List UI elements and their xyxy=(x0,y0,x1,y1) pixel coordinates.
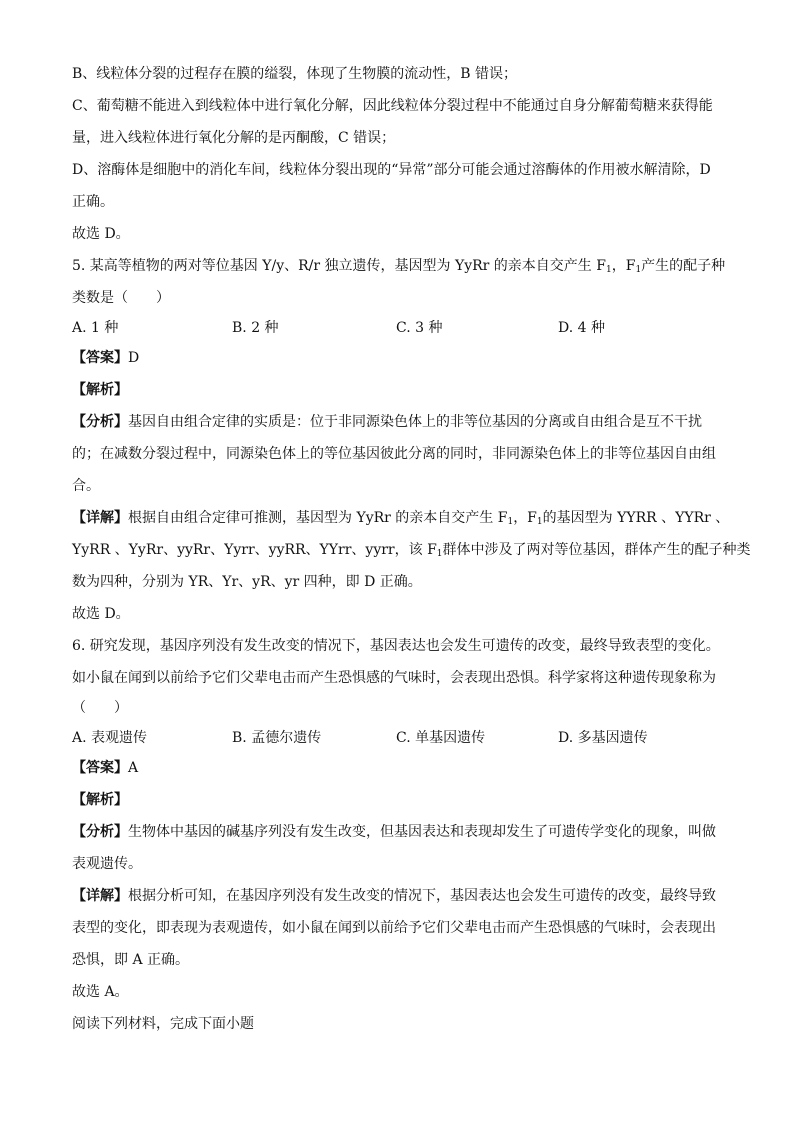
answer-line xyxy=(72,758,138,778)
fenxi-text: 合。 xyxy=(72,478,100,494)
text-line: 正确。 xyxy=(72,194,114,210)
detail-text: 的基因型为 YYRR 、YYRr 、 xyxy=(542,510,730,526)
fenxi-tag: 【分析】 xyxy=(72,414,128,430)
fenxi-tag: 【分析】 xyxy=(72,824,128,840)
detail-text: 群体中涉及了两对等位基因，群体产生的配子种类 xyxy=(442,542,751,558)
detail-line xyxy=(72,540,751,564)
answer-tag: 【答案】 xyxy=(72,350,128,366)
option-a: A. 1 种 xyxy=(72,320,119,336)
option-d: D. 多基因遗传 xyxy=(558,730,648,746)
fenxi-text: 表观遗传。 xyxy=(72,856,142,872)
stem-text: 产生的配子种 xyxy=(641,258,726,274)
conclusion: 故选 A。 xyxy=(72,984,129,1000)
detail-text: 表型的变化，即表现为表观遗传，如小鼠在闻到以前给予它们父辈电击而产生恐惧感的气味时，会表现出 xyxy=(72,920,716,936)
option-c: C. 3 种 xyxy=(396,320,443,336)
question-6-stem-cont: 如小鼠在闻到以前给予它们父辈电击而产生恐惧感的气味时，会表现出恐惧。科学家将这种遗传现象称为 xyxy=(72,670,716,686)
option-b: B. 2 种 xyxy=(232,320,279,336)
text-line: C、葡萄糖不能进入到线粒体中进行氧化分解，因此线粒体分裂过程中不能通过自身分解葡萄糖来获得能 xyxy=(72,98,713,114)
text-line: B、线粒体分裂的过程存在膜的缢裂，体现了生物膜的流动性，B 错误； xyxy=(72,66,518,82)
subscript: 1 xyxy=(436,549,443,559)
option-d: D. 4 种 xyxy=(558,320,605,336)
question-6-stem: 6. 研究发现，基因序列没有发生改变的情况下，基因表达也会发生可遗传的改变，最终导致表型的变化。 xyxy=(72,638,720,654)
option-b: B. 孟德尔遗传 xyxy=(232,730,322,746)
detail-line xyxy=(72,886,716,906)
analysis-tag: 【解析】 xyxy=(72,792,128,808)
detail-text: ，F xyxy=(513,510,537,526)
fenxi-text: 基因自由组合定律的实质是：位于非同源染色体上的非等位基因的分离或自由组合是互不干扰 xyxy=(128,414,702,430)
stem-text: 5. 某高等植物的两对等位基因 Y/y、R/r 独立遗传，基因型为 YyRr 的亲本自交产生 F xyxy=(72,258,606,274)
detail-text: 恐惧，即 A 正确。 xyxy=(72,952,190,968)
question-5-stem xyxy=(72,256,725,280)
detail-tag: 【详解】 xyxy=(72,888,128,904)
text-line: 量，进入线粒体进行氧化分解的是丙酮酸，C 错误； xyxy=(72,130,396,146)
material-intro: 阅读下列材料，完成下面小题 xyxy=(72,1016,254,1032)
subscript: 1 xyxy=(507,517,514,527)
conclusion: 故选 D。 xyxy=(72,606,130,622)
fenxi-text: 生物体中基因的碱基序列没有发生改变，但基因表达和表现却发生了可遗传学变化的现象，叫做 xyxy=(128,824,716,840)
analysis-tag: 【解析】 xyxy=(72,382,128,398)
fenxi-line xyxy=(72,822,716,842)
fenxi-text: 的；在减数分裂过程中，同源染色体上的等位基因彼此分离的同时，非同源染色体上的非等位基因自由组 xyxy=(72,446,716,462)
subscript: 1 xyxy=(605,265,612,275)
answer-tag: 【答案】 xyxy=(72,760,128,776)
detail-tag: 【详解】 xyxy=(72,510,128,526)
answer-value: D xyxy=(128,350,140,366)
detail-line xyxy=(72,508,729,532)
question-5-stem-cont: 类数是（ ） xyxy=(72,290,170,306)
option-c: C. 单基因遗传 xyxy=(396,730,486,746)
subscript: 1 xyxy=(635,265,642,275)
fenxi-line xyxy=(72,412,702,432)
question-6-bracket: （ ） xyxy=(72,700,128,716)
answer-line xyxy=(72,348,139,368)
option-a: A. 表观遗传 xyxy=(72,730,148,746)
subscript: 1 xyxy=(536,517,543,527)
answer-value: A xyxy=(128,760,139,776)
detail-text: 根据分析可知，在基因序列没有发生改变的情况下，基因表达也会发生可遗传的改变，最终导致 xyxy=(128,888,716,904)
text-line: D、溶酶体是细胞中的消化车间，线粒体分裂出现的“异常”部分可能会通过溶酶体的作用被水解清除，D xyxy=(72,162,711,178)
detail-text: 数为四种，分别为 YR、Yr、yR、yr 四种，即 D 正确。 xyxy=(72,574,422,590)
detail-text: YyRR 、YyRr、yyRr、Yyrr、yyRR、YYrr、yyrr，该 F xyxy=(72,542,437,558)
detail-text: 根据自由组合定律可推测，基因型为 YyRr 的亲本自交产生 F xyxy=(128,510,508,526)
text-line: 故选 D。 xyxy=(72,226,130,242)
stem-text: ，F xyxy=(611,258,636,274)
